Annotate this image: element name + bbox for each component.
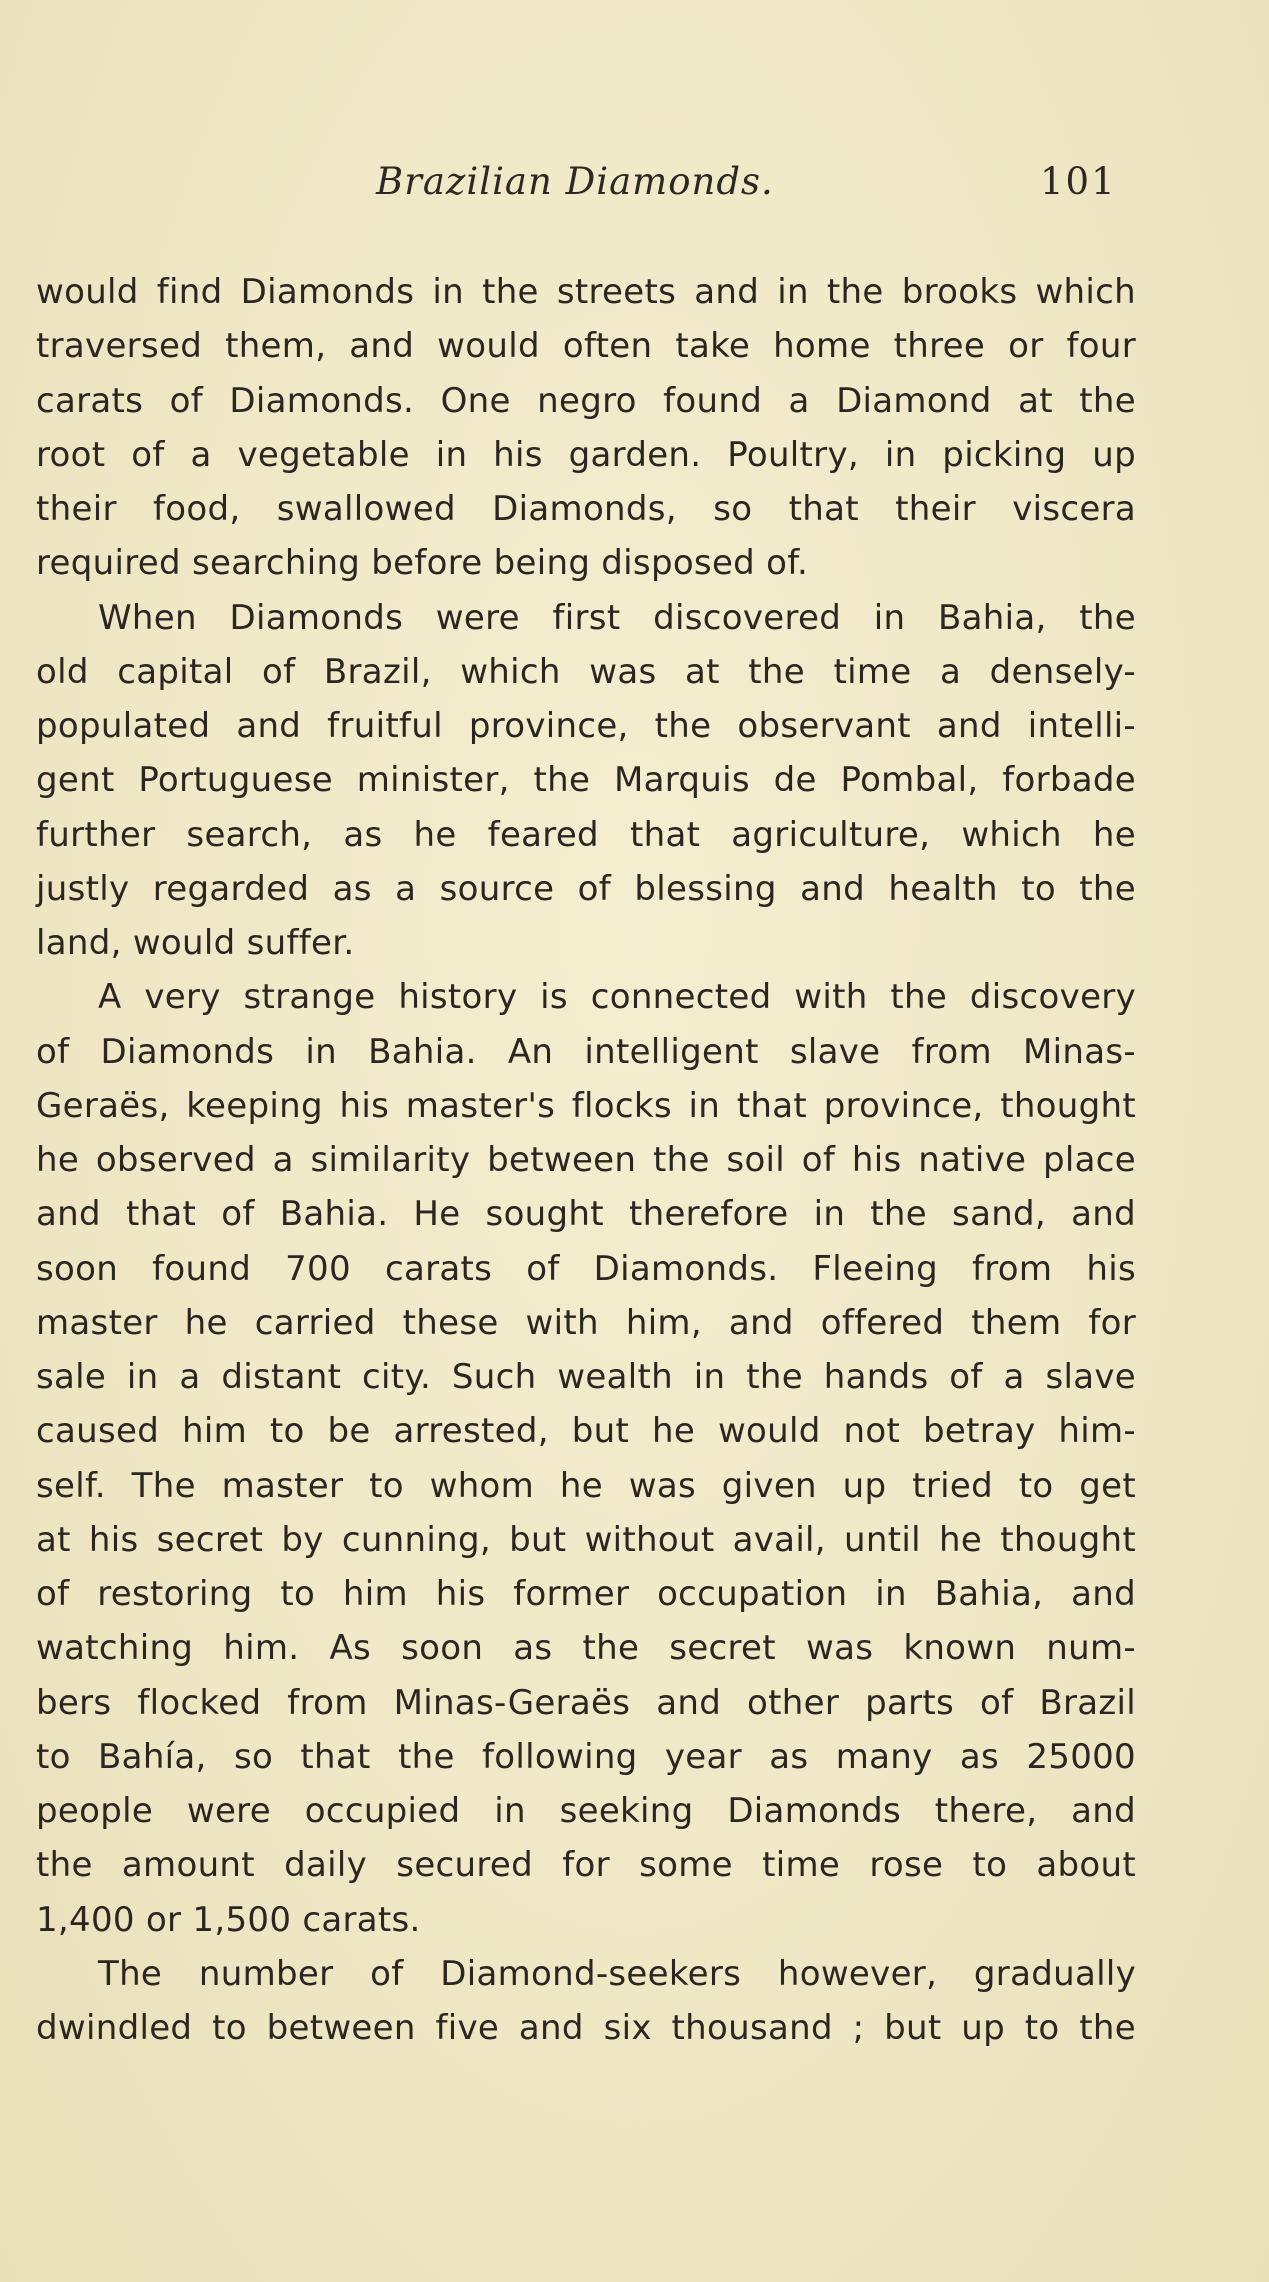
- text-line: to Bahía, so that the following year as many as 25000: [36, 1736, 1136, 1777]
- text-line: he observed a similarity between the soil of his native place: [36, 1140, 1136, 1180]
- paragraph-start-line: When Diamonds were first discovered in Bahia, the: [98, 597, 1136, 638]
- text-line: land, would suffer.: [36, 923, 355, 963]
- text-line: caused him to be arrested, but he would not betray him-: [36, 1411, 1136, 1452]
- text-line: watching him. As soon as the secret was known num-: [36, 1628, 1136, 1669]
- text-line: 1,400 or 1,500 carats.: [36, 1899, 421, 1940]
- text-line: bers flocked from Minas-Geraës and other parts of Brazil: [36, 1682, 1136, 1723]
- running-head: [0, 160, 1269, 220]
- text-line: dwindled to between five and six thousand ; but up to the: [36, 2008, 1136, 2048]
- text-line: would find Diamonds in the streets and in the brooks which: [36, 272, 1136, 312]
- paragraph-start-line: A very strange history is connected with the discovery: [98, 977, 1136, 1018]
- body-text: [36, 265, 1136, 2055]
- text-line: of restoring to him his former occupation in Bahia, and: [36, 1574, 1136, 1614]
- text-line: traversed them, and would often take home three or four: [36, 326, 1136, 367]
- text-line: justly regarded as a source of blessing and health to the: [36, 868, 1136, 909]
- text-line: old capital of Brazil, which was at the time a densely-: [36, 651, 1136, 692]
- text-line: self. The master to whom he was given up tried to get: [36, 1465, 1136, 1506]
- text-line: populated and fruitful province, the observant and intelli-: [36, 706, 1136, 746]
- text-line: required searching before being disposed of.: [36, 543, 809, 584]
- text-line: root of a vegetable in his garden. Poultry, in picking up: [36, 434, 1136, 475]
- text-line: soon found 700 carats of Diamonds. Fleeing from his: [36, 1248, 1136, 1289]
- text-line: at his secret by cunning, but without avail, until he thought: [36, 1519, 1136, 1560]
- page-number: 101: [1040, 160, 1117, 203]
- text-line: master he carried these with him, and offered them for: [36, 1302, 1136, 1343]
- text-line: gent Portuguese minister, the Marquis de Pombal, forbade: [36, 760, 1136, 801]
- text-line: the amount daily secured for some time rose to about: [36, 1845, 1136, 1886]
- text-line: sale in a distant city. Such wealth in the hands of a slave: [36, 1357, 1136, 1397]
- text-line: of Diamonds in Bahia. An intelligent slave from Minas-: [36, 1031, 1136, 1072]
- paragraph-start-line: The number of Diamond-seekers however, gradually: [98, 1953, 1136, 1994]
- running-title: Brazilian Diamonds.: [376, 160, 774, 203]
- text-line: carats of Diamonds. One negro found a Diamond at the: [36, 380, 1136, 421]
- text-line: people were occupied in seeking Diamonds there, and: [36, 1791, 1136, 1831]
- text-line: their food, swallowed Diamonds, so that their viscera: [36, 489, 1136, 529]
- text-line: and that of Bahia. He sought therefore in the sand, and: [36, 1194, 1136, 1235]
- text-line: Geraës, keeping his master's flocks in that province, thought: [36, 1085, 1136, 1126]
- text-line: further search, as he feared that agriculture, which he: [36, 814, 1136, 855]
